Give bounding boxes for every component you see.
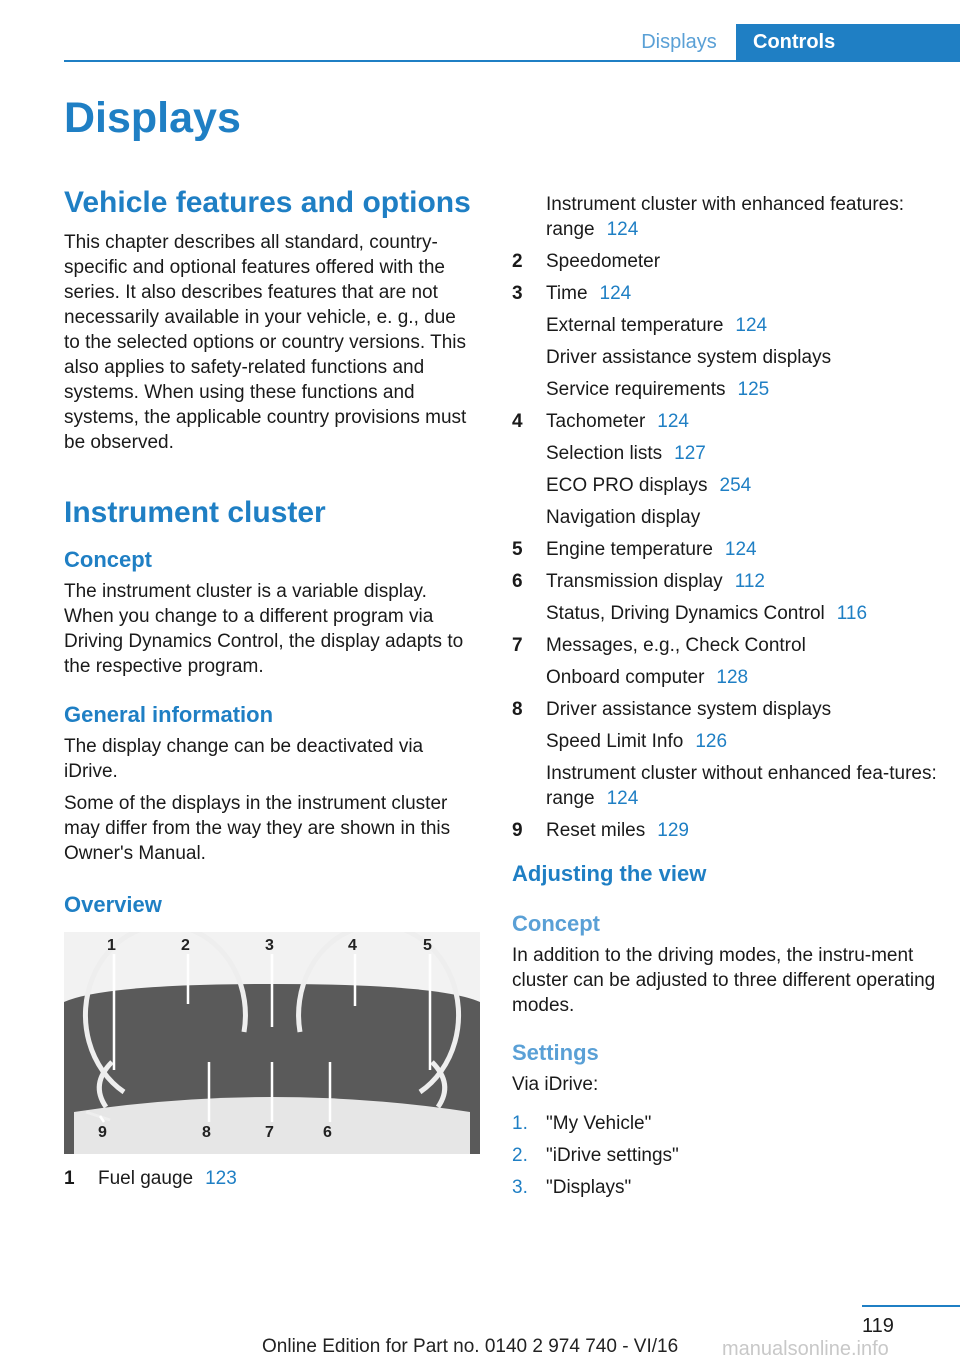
page-ref-link[interactable]: 124: [606, 788, 639, 809]
legend-item-3: [512, 377, 942, 402]
subtitle-general-information: General information: [64, 702, 274, 727]
callout-6: 6: [323, 1124, 332, 1141]
legend-text: Instrument cluster without enhanced fea-tures: range: [546, 763, 937, 809]
legend-item-7: [512, 665, 942, 690]
legend-number: [512, 665, 546, 690]
legend-number: [512, 377, 546, 402]
section-title-instrument-cluster: Instrument cluster: [64, 496, 326, 529]
settings-body: Via iDrive:: [512, 1074, 599, 1095]
step-2: [512, 1143, 942, 1168]
legend-number: 4: [512, 411, 523, 432]
legend-item-4: [512, 505, 942, 530]
subtitle-concept: Concept: [64, 547, 152, 572]
legend-text: Speed Limit Info: [546, 731, 684, 752]
legend-number: 6: [512, 571, 523, 592]
edition-footer: Online Edition for Part no. 0140 2 974 740 - VI/16: [262, 1336, 679, 1357]
left-column: [64, 183, 476, 1191]
legend-number: [512, 345, 546, 370]
legend-number: [512, 505, 546, 530]
page-ref-link[interactable]: 125: [737, 379, 770, 400]
legend-item-8: [512, 761, 942, 811]
legend-text: Time: [546, 283, 588, 304]
page-ref-link[interactable]: 116: [836, 603, 868, 624]
page-ref-link[interactable]: 112: [734, 571, 765, 592]
callout-8: 8: [202, 1124, 211, 1141]
legend-text: ECO PRO displays: [546, 475, 708, 496]
legend-text: Transmission display: [546, 571, 723, 592]
legend-text: Fuel gauge: [98, 1168, 194, 1189]
legend-item-3: [512, 345, 942, 370]
legend-text: Messages, e.g., Check Control: [546, 635, 806, 656]
legend-number: [512, 441, 546, 466]
header-rule: [64, 60, 960, 62]
callout-5: 5: [423, 937, 432, 954]
legend-number: [512, 761, 546, 811]
settings-steps: [512, 1111, 942, 1200]
step-1: [512, 1111, 942, 1136]
legend-item-1: [64, 1166, 476, 1191]
page-ref-link[interactable]: 123: [205, 1168, 237, 1189]
page-ref-link[interactable]: 124: [606, 219, 639, 240]
legend-item-3: [512, 313, 942, 338]
legend-text: Engine temperature: [546, 539, 713, 560]
section-title-vehicle-features: Vehicle features and options: [64, 186, 471, 219]
legend-number: 2: [512, 251, 523, 272]
header-tab-controls[interactable]: Controls: [736, 24, 960, 61]
legend-item-8: [512, 729, 942, 754]
legend-text: Selection lists: [546, 443, 663, 464]
legend-item-6: [512, 601, 942, 626]
page-ref-link[interactable]: 254: [719, 475, 752, 496]
page-ref-link[interactable]: 124: [657, 411, 689, 432]
legend-item-4: [512, 473, 942, 498]
step-number: 3.: [512, 1177, 528, 1198]
page-ref-link[interactable]: 127: [674, 443, 706, 464]
page-ref-link[interactable]: 126: [695, 731, 728, 752]
legend-item-7: [512, 633, 942, 658]
legend-text: Status, Driving Dynamics Control: [546, 603, 825, 624]
page-ref-link[interactable]: 128: [716, 667, 749, 688]
page-title: Displays: [64, 94, 241, 142]
legend-text: Navigation display: [546, 507, 701, 528]
section-body-vehicle-features: This chapter describes all standard, country-specific and optional features offered with the series. It also describes features that are not necessarily available in your vehicle, e. g., due to the selected options or country versions. This also applies to safety-related functions and systems. When using these functions and systems, the applicable country provisions must be observed.: [64, 232, 467, 453]
legend-list: [512, 249, 942, 843]
step-number: 2.: [512, 1145, 528, 1166]
legend-text: Onboard computer: [546, 667, 705, 688]
legend-text: Driver assistance system displays: [546, 347, 832, 368]
step-text: "Displays": [546, 1177, 632, 1198]
legend-item-2: [512, 249, 942, 274]
step-3: [512, 1175, 942, 1200]
callout-4: 4: [348, 937, 357, 954]
callout-1: 1: [107, 937, 116, 954]
instrument-cluster-illustration: [64, 932, 480, 1154]
step-text: "My Vehicle": [546, 1113, 652, 1134]
legend-number: 7: [512, 635, 523, 656]
legend-text: Tachometer: [546, 411, 646, 432]
legend-text: Instrument cluster with enhanced features: range: [546, 194, 905, 240]
watermark: manualsonline.info: [722, 1338, 889, 1360]
subtitle-overview: Overview: [64, 892, 162, 917]
page-ref-link[interactable]: 129: [657, 820, 689, 841]
right-column: [512, 192, 942, 1207]
callout-3: 3: [265, 937, 274, 954]
subtitle-settings: Settings: [512, 1040, 599, 1065]
step-text: "iDrive settings": [546, 1145, 679, 1166]
legend-number: 5: [512, 539, 523, 560]
legend-text: External temperature: [546, 315, 724, 336]
legend-text: Service requirements: [546, 379, 726, 400]
legend-item-8: [512, 697, 942, 722]
legend-item-4: [512, 409, 942, 434]
page-number: 119: [862, 1315, 894, 1337]
header-tab-displays[interactable]: Displays: [641, 31, 717, 53]
legend-item-1-cont: [512, 192, 942, 242]
page-ref-link[interactable]: 124: [599, 283, 632, 304]
legend-item-6: [512, 569, 942, 594]
legend-number: [512, 473, 546, 498]
legend-item-3: [512, 281, 942, 306]
legend-number: 8: [512, 699, 523, 720]
legend-number: [512, 729, 546, 754]
subtitle-concept-2: Concept: [512, 911, 600, 936]
subtitle-adjusting-view: Adjusting the view: [512, 861, 707, 886]
legend-number: [512, 313, 546, 338]
general-body-1: The display change can be deactivated via iDrive.: [64, 736, 424, 782]
callout-9: 9: [98, 1124, 107, 1141]
legend-item-9: [512, 818, 942, 843]
legend-text: Reset miles: [546, 820, 646, 841]
legend-item-4: [512, 441, 942, 466]
cluster-drawing: [64, 932, 480, 1154]
general-body-2: Some of the displays in the instrument cluster may differ from the way they are shown in this Owner's Manual.: [64, 793, 451, 864]
concept-body: The instrument cluster is a variable display. When you change to a different program via Driving Dynamics Control, the display adapts to the respective program.: [64, 581, 464, 677]
legend-item-5: [512, 537, 942, 562]
step-number: 1.: [512, 1113, 528, 1134]
legend-text: Driver assistance system displays: [546, 699, 832, 720]
legend-number: [512, 601, 546, 626]
legend-text: Speedometer: [546, 251, 661, 272]
page-ref-link[interactable]: 124: [724, 539, 757, 560]
page-ref-link[interactable]: 124: [735, 315, 768, 336]
legend-number: 1: [64, 1168, 75, 1189]
page-number-rule: [862, 1305, 960, 1307]
adjust-concept-body: In addition to the driving modes, the instru-ment cluster can be adjusted to three different operating modes.: [512, 945, 936, 1016]
callout-2: 2: [181, 937, 190, 954]
callout-7: 7: [265, 1124, 274, 1141]
legend-number: 9: [512, 820, 523, 841]
legend-number: 3: [512, 283, 523, 304]
